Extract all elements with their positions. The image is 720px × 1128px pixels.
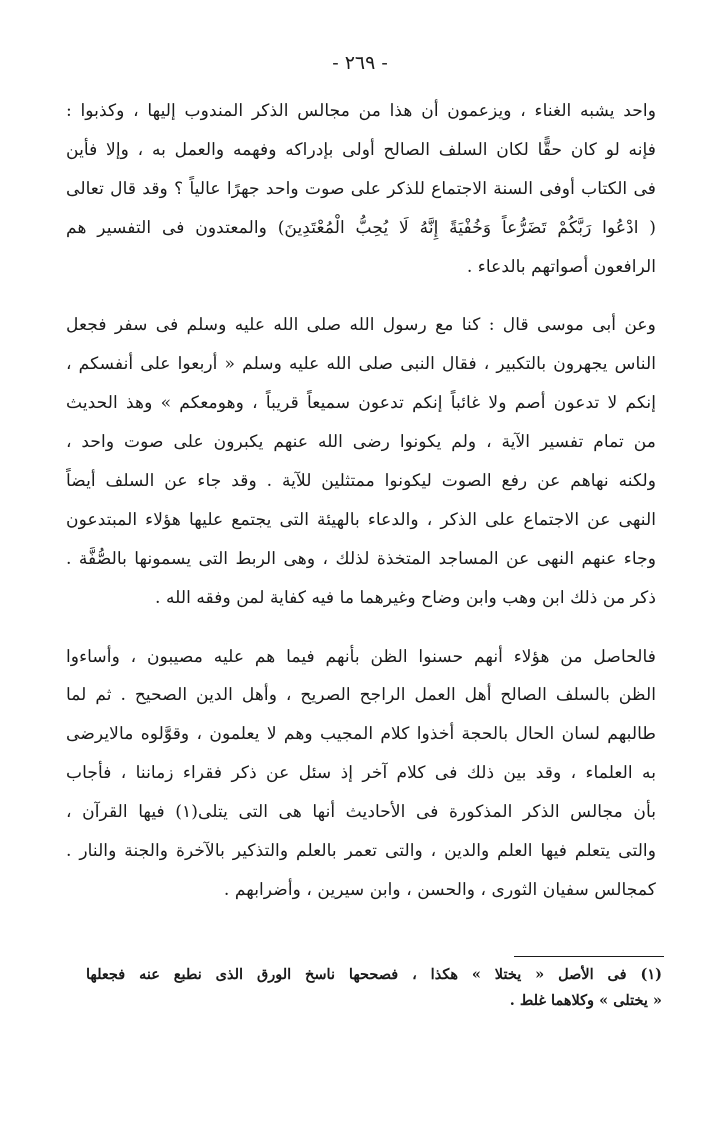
text-line: الظن بالسلف الصالح أهل العمل الراجح الصريح ، وأهل الدين الصحيح . ثم لما: [66, 685, 656, 706]
footnote: [86, 962, 662, 1014]
text-line: واحد يشبه الغناء ، ويزعمون أن هذا من مجالس الذكر المندوب إليها ، وكذبوا :: [66, 101, 656, 121]
text-line: النهى عن الاجتماع على الذكر ، والدعاء بالهيئة التى يجتمع عليها هؤلاء المبتدعون: [66, 509, 656, 530]
footnote-divider: [514, 956, 664, 957]
main-text: [66, 92, 656, 910]
footnote-line: « يختلى » وكلاهما غلط .: [509, 992, 662, 1009]
text-line: فالحاصل من هؤلاء أنهم حسنوا الظن بأنهم فيما هم عليه مصيبون ، وأساءوا: [66, 646, 656, 667]
text-line: كمجالس سفيان الثورى ، والحسن ، وابن سيرين ، وأضرابهم .: [223, 879, 656, 900]
text-line: فإنه لو كان حقًّا لكان السلف الصالح أولى بإدراكه وفهمه والعمل به ، وإلا فأين: [66, 139, 656, 160]
text-line: والتى يتعلم فيها العلم والدين ، والتى تعمر بالعلم والتذكير بالآخرة والجنة والنار .: [66, 841, 656, 862]
text-line: فى الكتاب أوفى السنة الاجتماع للذكر على صوت واحد جهرًا عالياً ؟ وقد قال تعالى: [66, 178, 656, 199]
text-line: طالبهم لسان الحال بالحجة أخذوا كلام المجيب وهم لا يعلمون ، وقوَّلوه مالايرضى: [66, 724, 656, 745]
text-line: من تمام تفسير الآية ، ولم يكونوا رضى الله عنهم يكبرون على صوت واحد ،: [66, 432, 656, 453]
paragraph-gap: [66, 618, 656, 638]
text-line: بأن مجالس الذكر المذكورة فى الأحاديث أنها هى التى يتلى(١) فيها القرآن ،: [66, 802, 656, 823]
text-line: وعن أبى موسى قال : كنا مع رسول الله صلى الله عليه وسلم فى سفر فجعل: [66, 315, 656, 336]
quran-verse-line: ( ادْعُوا رَبَّكُمْ تَضَرُّعاً وَخُفْيَةً إِنَّهُ لَا يُحِبُّ الْمُعْتَدِينَ) والمعتدون فى التفسير هم: [66, 217, 656, 238]
page-number: - ٢٦٩ -: [332, 52, 388, 74]
paragraph: [66, 92, 656, 286]
text-line: الناس يجهرون بالتكبير ، فقال النبى صلى الله عليه وسلم « أربعوا على أنفسكم ،: [66, 354, 656, 375]
text-line: وجاء عنهم النهى عن المساجد المتخذة لذلك ، وهى الربط التى يسمونها بالصُّفَّة .: [66, 548, 656, 569]
paragraph: [66, 306, 656, 617]
text-line: به العلماء ، وقد بين ذلك فى كلام آخر إذ سئل عن ذكر فقراء زماننا ، فأجاب: [66, 763, 656, 784]
paragraph: [66, 638, 656, 910]
text-line: ذكر من ذلك ابن وهب وابن وضاح وغيرهما ما فيه كفاية لمن وفقه الله .: [155, 587, 656, 608]
text-line: الرافعون أصواتهم بالدعاء .: [466, 256, 656, 277]
text-line: ولكنه نهاهم عن رفع الصوت ليكونوا ممتثلين للآية . وقد جاء عن السلف أيضاً: [66, 471, 656, 492]
footnote-line: (١) فى الأصل « يختلا » هكذا ، فصححها ناسخ الورق الذى نطبع عنه فجعلها: [86, 966, 662, 983]
text-line: إنكم لا تدعون أصم ولا غائباً إنكم تدعون سميعاً قريباً ، وهومعكم » وهذ الحديث: [66, 393, 656, 414]
paragraph-gap: [66, 286, 656, 306]
